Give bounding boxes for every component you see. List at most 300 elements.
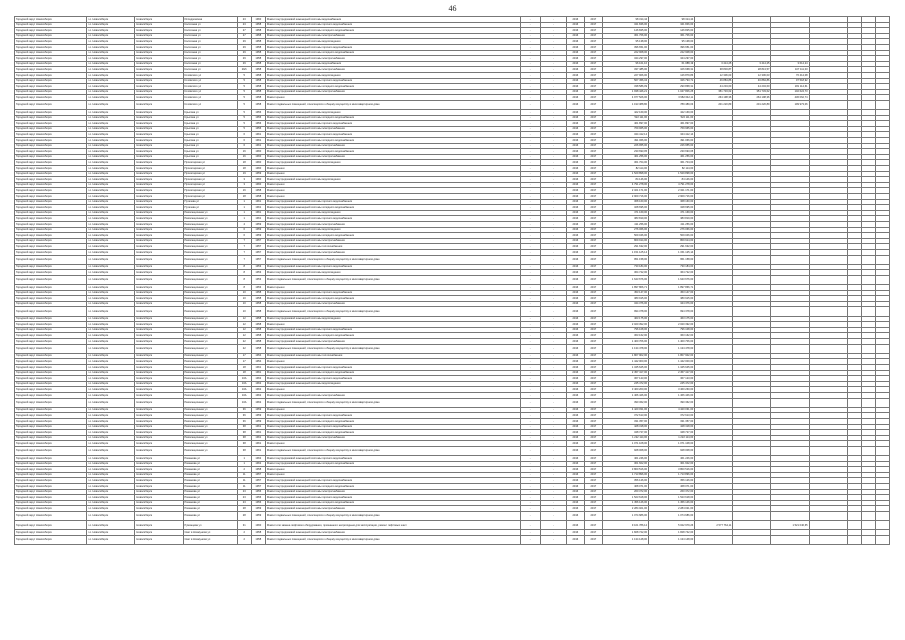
table-cell: г.о. Новосибирск (87, 512, 135, 521)
table-cell: 6 (237, 138, 251, 144)
table-cell (847, 512, 861, 521)
table-cell: 1954 (251, 359, 265, 365)
table-cell: 372 613,00 (602, 413, 648, 419)
table-cell: 8 (237, 264, 251, 270)
table-cell: 276 066,00 (602, 227, 648, 233)
table-cell: Новосибирск (135, 424, 183, 430)
table-cell: 411 256,00 (602, 221, 648, 227)
table-cell: Революционная ул (183, 316, 237, 322)
table-cell: 1962 (251, 398, 265, 407)
table-cell (809, 100, 847, 109)
table-cell: 2016 (566, 512, 584, 521)
table-cell: 326 793,71 (649, 78, 695, 84)
table-cell: - (540, 435, 566, 441)
table-cell: 1957 (251, 244, 265, 250)
table-cell: - (520, 238, 540, 244)
table-cell: г.о. Новосибирск (87, 194, 135, 200)
table-cell (771, 398, 809, 407)
table-cell: 290 868,31 (649, 84, 695, 90)
table-cell: 7 (237, 255, 251, 264)
table-cell: Ремонт подвальных помещений, относящихся к общему имуществу в многоквартирном доме (265, 536, 520, 545)
table-cell: 2016 (566, 115, 584, 121)
table-cell: - (540, 472, 566, 478)
table-row (15, 512, 890, 521)
table-cell: Новосибирск (135, 365, 183, 371)
table-cell (733, 307, 771, 316)
table-cell: 22 (237, 344, 251, 353)
table-cell: Колхозная ул (183, 56, 237, 62)
table-cell: 38 (237, 441, 251, 447)
table-cell: Городской округ Новосибирск (15, 194, 87, 200)
table-cell: - (540, 359, 566, 365)
table-cell: 2016 (566, 381, 584, 387)
table-cell: Городской округ Новосибирск (15, 456, 87, 462)
table-cell: Городской округ Новосибирск (15, 441, 87, 447)
table-cell: 2016 (566, 233, 584, 239)
table-cell: 1960 (251, 160, 265, 166)
table-cell: Пролетарская ул (183, 177, 237, 183)
table-cell: Ремонт подвальных помещений, относящихся к общему имуществу в многоквартирном доме (265, 398, 520, 407)
table-cell: Новосибирск (135, 205, 183, 211)
table-cell: Городской округ Новосибирск (15, 238, 87, 244)
table-cell: - (540, 270, 566, 276)
table-cell: 1959 (251, 418, 265, 424)
repair-program-table (14, 16, 890, 545)
table-cell: 1 151 125,14 (602, 249, 648, 255)
table-cell: - (520, 28, 540, 34)
page-number: 46 (448, 4, 457, 13)
table-cell: Ремонт внутридомовой инженерной системы горячего водоснабжения (265, 78, 520, 84)
table-cell: Революционная ул (183, 327, 237, 333)
table-cell: г.о. Новосибирск (87, 381, 135, 387)
table-cell: 2016 (566, 160, 584, 166)
table-cell: - (540, 344, 566, 353)
table-cell: 1961 (251, 216, 265, 222)
table-cell: 106 668,31 (649, 67, 695, 73)
table-cell: 2016 (566, 138, 584, 144)
table-cell: 1960 (251, 521, 265, 530)
table-cell: г.о. Новосибирск (87, 536, 135, 545)
table-cell: 2016 (566, 413, 584, 419)
table-cell: - (520, 376, 540, 382)
table-cell: Пролетарская ул (183, 160, 237, 166)
table-cell: Городской округ Новосибирск (15, 199, 87, 205)
table-cell: 1 (237, 199, 251, 205)
table-cell: Крылова ул (183, 110, 237, 116)
table-cell: 1 134 478,00 (602, 344, 648, 353)
table-cell: Ремонт внутридомовой инженерной системы водоотведения (265, 270, 520, 276)
table-cell: 3 460 260,00 (602, 387, 648, 393)
table-cell: Городской округ Новосибирск (15, 536, 87, 545)
table-cell: 1959 (251, 171, 265, 177)
table-cell: Новосибирск (135, 39, 183, 45)
table-cell: 5 (237, 72, 251, 78)
table-cell: 1959 (251, 506, 265, 512)
table-cell: 8 (237, 275, 251, 284)
table-cell: 2016 (566, 344, 584, 353)
table-cell: г.о. Новосибирск (87, 210, 135, 216)
table-cell: 372 613,00 (649, 413, 695, 419)
table-cell: Городской округ Новосибирск (15, 84, 87, 90)
table-cell: 1954 (251, 353, 265, 359)
table-cell: - (540, 441, 566, 447)
table-cell (861, 521, 875, 530)
table-cell: Революционная ул (183, 413, 237, 419)
table-cell: 1 134 148,00 (602, 536, 648, 545)
table-cell: 2017 (584, 461, 602, 467)
table-cell: Ремонт внутридомовой инженерной системы горячего водоснабжения (265, 456, 520, 462)
table-cell: 3 414,25 (733, 61, 771, 67)
table-cell: - (520, 530, 540, 536)
table-cell: Новосибирск (135, 418, 183, 424)
table-cell: г.о. Новосибирск (87, 359, 135, 365)
table-cell: - (520, 461, 540, 467)
table-cell: Городской округ Новосибирск (15, 121, 87, 127)
table-cell: 1961 (251, 199, 265, 205)
table-cell: - (520, 210, 540, 216)
table-cell: 468 071,00 (602, 484, 648, 490)
table-cell: Городской округ Новосибирск (15, 521, 87, 530)
table-cell: г.о. Новосибирск (87, 17, 135, 23)
table-cell: - (520, 467, 540, 473)
table-cell: 1 151 125,14 (649, 249, 695, 255)
table-cell: 367 123,00 (649, 376, 695, 382)
table-cell: 1 466 446,00 (602, 392, 648, 398)
table-cell: Новосибирск (135, 344, 183, 353)
table-cell: 291 632,00 (602, 244, 648, 250)
table-cell: 522 111,00 (602, 115, 648, 121)
table-cell: 2017 (584, 307, 602, 316)
table-cell: 2016 (566, 446, 584, 455)
table-cell (861, 255, 875, 264)
table-cell: Новосибирск (135, 249, 183, 255)
table-cell: 2017 (584, 221, 602, 227)
table-cell: 5 (237, 84, 251, 90)
table-cell: 8 (237, 270, 251, 276)
table-cell: Городской округ Новосибирск (15, 285, 87, 291)
table-cell: 1 897 866,71 (602, 285, 648, 291)
table-cell: 567 456,34 (602, 78, 648, 84)
table-cell: Новосибирск (135, 72, 183, 78)
table-cell: Ремонт внутридомовой инженерной системы водоотведения (265, 227, 520, 233)
table-cell: 2017 (584, 376, 602, 382)
table-cell: Городской округ Новосибирск (15, 44, 87, 50)
table-cell: г.о. Новосибирск (87, 199, 135, 205)
table-cell: - (520, 489, 540, 495)
table-cell: 2017 (584, 353, 602, 359)
table-cell: 2016 (566, 441, 584, 447)
table-cell: 2 (237, 530, 251, 536)
table-cell: - (540, 121, 566, 127)
table-cell: 5 (237, 115, 251, 121)
table-cell: 18 (237, 365, 251, 371)
table-cell: Ремонт подвальных помещений, относящихся к общему имуществу в многоквартирном доме (265, 446, 520, 455)
table-cell: 1958 (251, 84, 265, 90)
table-cell: Ремонт внутридомовой инженерной системы электроснабжения (265, 238, 520, 244)
table-cell: Романова ул (183, 512, 237, 521)
table-cell: Ремонт внутридомовой инженерной системы горячего водоснабжения (265, 478, 520, 484)
table-cell: Ремонт крыши (265, 359, 520, 365)
table-cell: Ремонт внутридомовой инженерной системы электроснабжения (265, 56, 520, 62)
table-cell: 994 378,00 (602, 307, 648, 316)
table-cell: Пугачева ул (183, 205, 237, 211)
table-cell: - (520, 78, 540, 84)
table-cell: - (520, 17, 540, 23)
table-cell: Крылова ул (183, 132, 237, 138)
table-cell: 1956 (251, 500, 265, 506)
table-cell: Революционная ул (183, 435, 237, 441)
table-cell (695, 512, 733, 521)
table-cell: 2017 (584, 327, 602, 333)
table-cell: Ремонт внутридомовой инженерной системы электроснабжения (265, 435, 520, 441)
table-cell: - (540, 182, 566, 188)
table-cell: - (520, 110, 540, 116)
table-cell: Новосибирск (135, 333, 183, 339)
table-cell: 2016 (566, 132, 584, 138)
table-cell: Городской округ Новосибирск (15, 132, 87, 138)
table-cell: - (540, 171, 566, 177)
table-cell: Городской округ Новосибирск (15, 461, 87, 467)
table-cell: - (540, 478, 566, 484)
table-cell: 2 321 171,00 (602, 188, 648, 194)
table-cell: Революционная ул (183, 376, 237, 382)
table-cell: 2016 (566, 238, 584, 244)
table-cell: Ремонт внутридомовой инженерной системы водоотведения (265, 39, 520, 45)
table-cell: 1957 (251, 472, 265, 478)
table-cell: Ремонт крыши (265, 472, 520, 478)
table-cell: 36 (237, 413, 251, 419)
table-cell: г.о. Новосибирск (87, 95, 135, 101)
table-cell: - (520, 22, 540, 28)
table-cell: г.о. Новосибирск (87, 249, 135, 255)
table-cell: Революционная ул (183, 255, 237, 264)
table-cell: Городской округ Новосибирск (15, 489, 87, 495)
table-cell: 98 314,44 (649, 17, 695, 23)
table-cell: 12 306,03 (695, 72, 733, 78)
table-cell: 18 (237, 166, 251, 172)
table-cell: Ремонт внутридомовой инженерной системы электроснабжения (265, 126, 520, 132)
table-cell: Ремонт внутридомовой инженерной системы холодного водоснабжения (265, 84, 520, 90)
table-cell (861, 512, 875, 521)
table-cell: 461 256,00 (602, 154, 648, 160)
table-cell (861, 344, 875, 353)
table-cell: 390 362,00 (649, 398, 695, 407)
table-cell: Городской округ Новосибирск (15, 50, 87, 56)
table-cell: - (520, 430, 540, 436)
table-cell: г.о. Новосибирск (87, 177, 135, 183)
table-cell: 2017 (584, 301, 602, 307)
table-cell: - (520, 472, 540, 478)
table-cell: Ремонт внутридомовой инженерной системы холодного водоснабжения (265, 370, 520, 376)
table-cell: - (520, 275, 540, 284)
table-row (15, 344, 890, 353)
table-cell: 291 632,00 (649, 244, 695, 250)
table-cell: Романова ул (183, 484, 237, 490)
table-cell: 12 306,03 (733, 72, 771, 78)
table-cell: - (540, 456, 566, 462)
table-cell: Ремонт внутридомовой инженерной системы холодного водоснабжения (265, 430, 520, 436)
table-cell: Городской округ Новосибирск (15, 56, 87, 62)
table-cell: 2016 (566, 339, 584, 345)
table-cell: 29 (237, 50, 251, 56)
table-cell: - (520, 359, 540, 365)
table-cell: 222 908,00 (602, 50, 648, 56)
table-cell: 1958 (251, 28, 265, 34)
table-cell: 2017 (584, 467, 602, 473)
table-cell: Городской округ Новосибирск (15, 446, 87, 455)
table-cell: - (540, 22, 566, 28)
table-cell: 2 577 764,11 (695, 521, 733, 530)
table-cell: Городской округ Новосибирск (15, 413, 87, 419)
table-cell: 2017 (584, 275, 602, 284)
table-cell: 1960 (251, 166, 265, 172)
table-cell: 1 222 114,00 (649, 435, 695, 441)
table-cell: 422 169,00 (602, 110, 648, 116)
table-cell: Новосибирск (135, 171, 183, 177)
table-cell: Ремонт внутридомовой инженерной системы горячего водоснабжения (265, 22, 520, 28)
table-cell: 3 414,25 (695, 61, 733, 67)
table-cell: 23 (237, 17, 251, 23)
table-cell: 226 955,00 (649, 143, 695, 149)
table-cell: - (540, 78, 566, 84)
table-cell: 1 071 108,00 (602, 441, 648, 447)
table-cell: - (520, 478, 540, 484)
table-cell: г.о. Новосибирск (87, 89, 135, 95)
table-cell: 341 846,00 (649, 22, 695, 28)
table-cell: Революционная ул (183, 221, 237, 227)
table-cell: 2 020 392,00 (602, 322, 648, 328)
table-cell: 341 846,00 (602, 22, 648, 28)
table-cell: 2016 (566, 199, 584, 205)
table-cell: 1961 (251, 138, 265, 144)
table-cell: Городской округ Новосибирск (15, 182, 87, 188)
table-cell: Ремонт внутридомовой инженерной системы горячего водоснабжения (265, 290, 520, 296)
table-cell: 2017 (584, 285, 602, 291)
table-cell: - (520, 333, 540, 339)
table-cell: Новосибирск (135, 67, 183, 73)
table-cell: 1961 (251, 143, 265, 149)
table-cell (695, 398, 733, 407)
table-cell: г.о. Новосибирск (87, 78, 135, 84)
table-cell: г.о. Новосибирск (87, 244, 135, 250)
table-cell: 2016 (566, 264, 584, 270)
table-cell: - (540, 264, 566, 270)
table-cell: Городской округ Новосибирск (15, 392, 87, 398)
table-cell: 2016 (566, 472, 584, 478)
table-cell: - (520, 132, 540, 138)
table-cell: Колхозная ул (183, 39, 237, 45)
table-cell: 1960 (251, 177, 265, 183)
table-cell: 2016 (566, 307, 584, 316)
table-cell: г.о. Новосибирск (87, 182, 135, 188)
table-cell: 1958 (251, 333, 265, 339)
table-cell: 2017 (584, 478, 602, 484)
table-cell: - (540, 61, 566, 67)
table-cell: 4 791 278,00 (649, 182, 695, 188)
table-cell: - (540, 233, 566, 239)
table-cell: 16 (237, 188, 251, 194)
table-cell: 1962 (251, 376, 265, 382)
table-cell: Новосибирск (135, 115, 183, 121)
table-cell: 2017 (584, 413, 602, 419)
table-cell: - (520, 160, 540, 166)
table-cell: 301 602,00 (649, 461, 695, 467)
table-cell: 5 (237, 110, 251, 116)
table-cell: Городской округ Новосибирск (15, 344, 87, 353)
table-cell: Котовского ул (183, 78, 237, 84)
table-cell: - (520, 398, 540, 407)
table-cell: 2017 (584, 95, 602, 101)
table-cell: Городской округ Новосибирск (15, 255, 87, 264)
table-cell: 1958 (251, 50, 265, 56)
table-cell: 2016 (566, 301, 584, 307)
table-cell: 348 727,00 (649, 430, 695, 436)
table-cell: - (520, 370, 540, 376)
table-cell: г.о. Новосибирск (87, 143, 135, 149)
table-cell: Новосибирск (135, 216, 183, 222)
table-cell: 364 722,00 (602, 270, 648, 276)
table-cell: Революционная ул (183, 365, 237, 371)
table-cell: - (540, 154, 566, 160)
table-cell: 453 147,00 (602, 290, 648, 296)
table-cell: Ремонт крыши (265, 95, 520, 101)
table-cell: Городской округ Новосибирск (15, 307, 87, 316)
table-cell: 126 879,86 (649, 72, 695, 78)
table-cell: - (540, 381, 566, 387)
table-cell: 328 695,00 (649, 205, 695, 211)
table-cell: г.о. Новосибирск (87, 264, 135, 270)
table-cell: 928 008,00 (602, 446, 648, 455)
table-cell: 1 456 146,00 (649, 500, 695, 506)
table-cell: Городской округ Новосибирск (15, 424, 87, 430)
table-cell: г.о. Новосибирск (87, 424, 135, 430)
table-cell: г.о. Новосибирск (87, 441, 135, 447)
table-cell: - (540, 322, 566, 328)
table-cell: Новосибирск (135, 138, 183, 144)
table-cell: Ремонт подвальных помещений, относящихся к общему имуществу в многоквартирном доме (265, 100, 520, 109)
table-cell (861, 275, 875, 284)
table-cell: Новосибирск (135, 359, 183, 365)
table-cell: 18 (237, 370, 251, 376)
table-cell: - (520, 39, 540, 45)
table-cell: 1953 (251, 270, 265, 276)
table-cell: 23 (237, 495, 251, 501)
table-cell: Городской округ Новосибирск (15, 322, 87, 328)
table-cell: 994 378,00 (649, 307, 695, 316)
table-cell: Городской округ Новосибирск (15, 110, 87, 116)
table-cell: Новосибирск (135, 194, 183, 200)
table-cell: - (520, 339, 540, 345)
table-cell: - (540, 301, 566, 307)
table-cell: 4 977 526,00 (602, 95, 648, 101)
table-cell: Романова ул (183, 461, 237, 467)
table-cell: Городской округ Новосибирск (15, 143, 87, 149)
table-row (15, 446, 890, 455)
table-cell: 199 973,06 (771, 100, 809, 109)
table-cell: Ремонт внутридомовой инженерной системы горячего водоснабжения (265, 199, 520, 205)
table-cell: Городской округ Новосибирск (15, 530, 87, 536)
table-cell: Новосибирск (135, 110, 183, 116)
table-cell (847, 100, 861, 109)
table-cell: - (540, 413, 566, 419)
table-cell: 2016 (566, 33, 584, 39)
table-cell: 27 (237, 33, 251, 39)
table-cell (733, 521, 771, 530)
table-cell: - (520, 392, 540, 398)
table-cell: г.о. Новосибирск (87, 467, 135, 473)
table-cell: 84 146,00 (649, 177, 695, 183)
table-cell: г.о. Новосибирск (87, 126, 135, 132)
